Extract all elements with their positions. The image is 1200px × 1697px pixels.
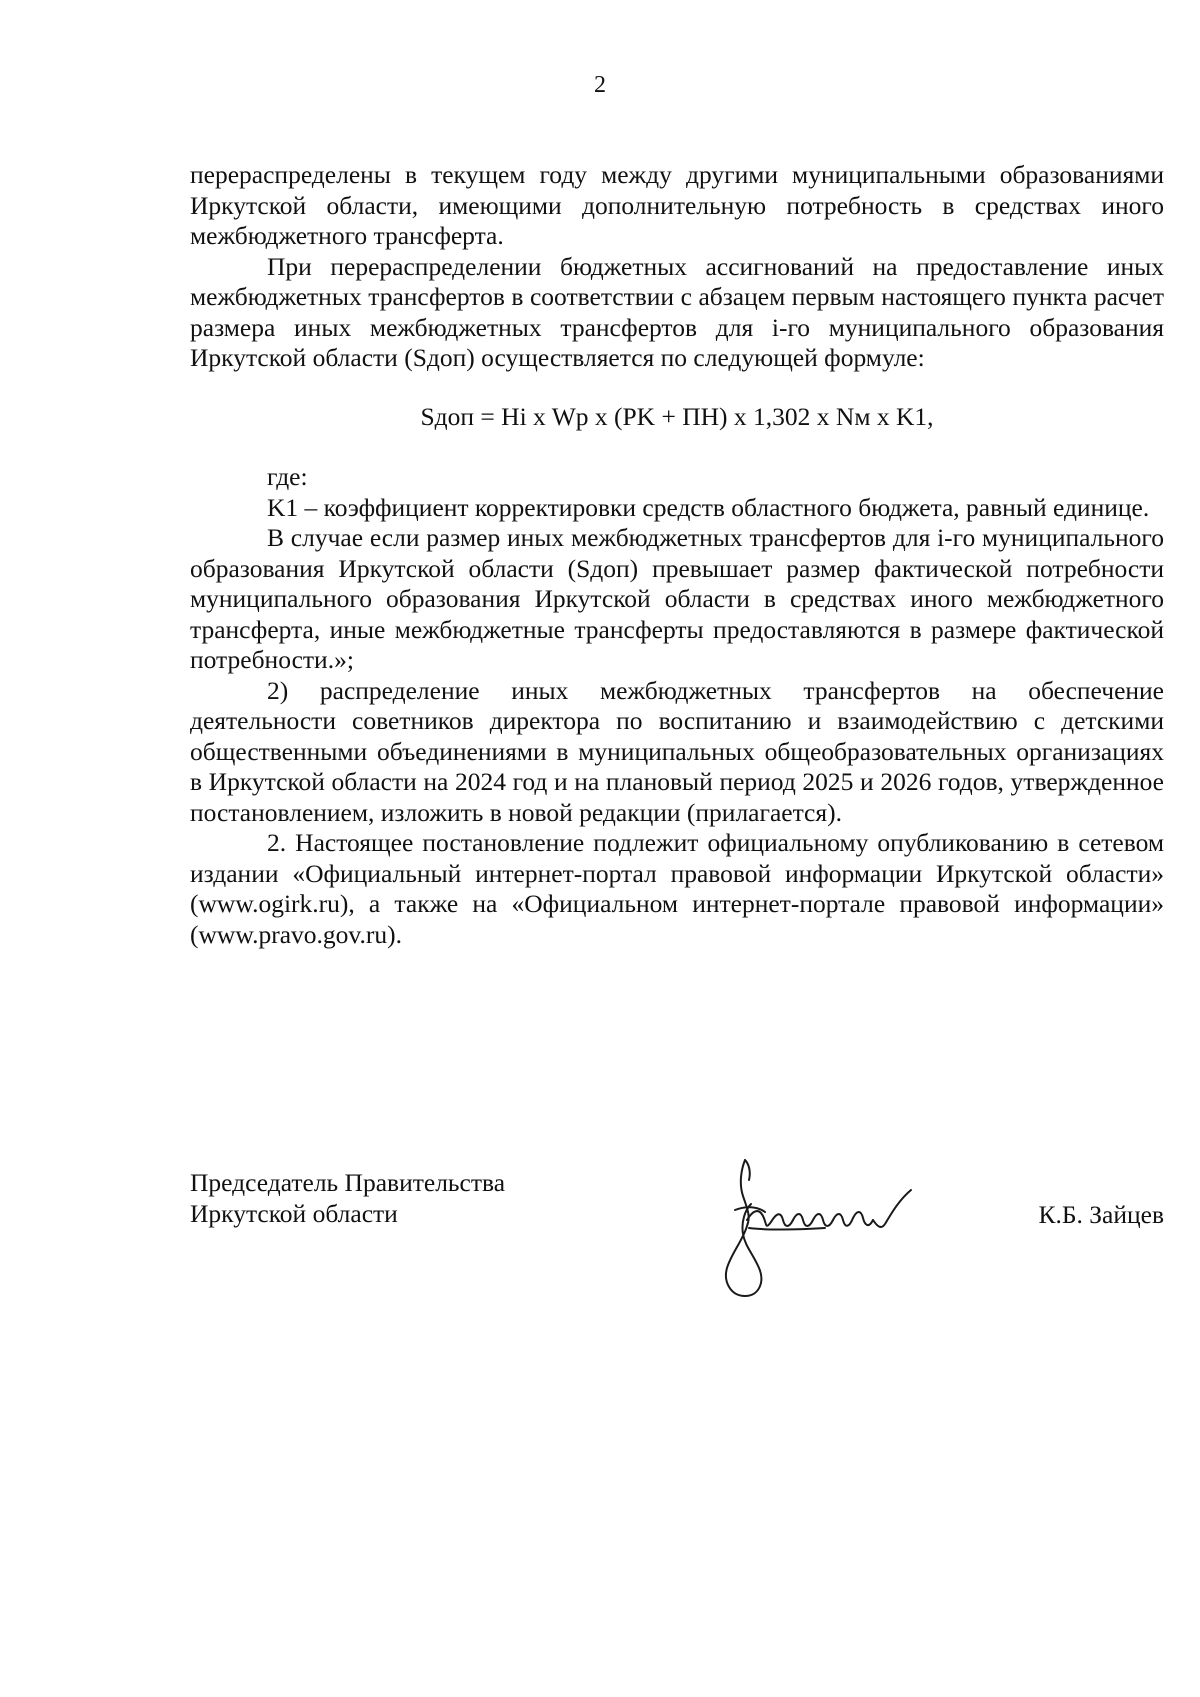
paragraph-continuation: перераспределены в текущем году между другими муниципальными образованиями Иркутской области, имеющими дополнительную потребность в средствах иного межбюджетного трансферта. xyxy=(190,160,1164,250)
paragraph-publication: 2. Настоящее постановление подлежит официальному опубликованию в сетевом издании «Официальный интернет-портал правовой информации Иркутской области» (www.ogirk.ru), а также на «Официальном интернет-портале правовой информации» (www.pravo.gov.ru). xyxy=(190,828,1164,949)
page-number: 2 xyxy=(594,72,606,98)
signer-name: К.Б. Зайцев xyxy=(1038,1200,1164,1229)
formula: Sдоп = Hi x Wp x (PK + ПН) x 1,302 x Nм x K1, xyxy=(420,401,934,431)
paragraph-excess-case: В случае если размер иных межбюджетных трансфертов для i-го муниципального образования Иркутской области (Sдоп) превышает размер фактической потребности муниципального образования Иркутской области в средствах иного межбюджетного трансферта, иные межбюджетные трансферты предоставляются в размере фактической потребности.»; xyxy=(190,523,1164,674)
paragraph-where: где: xyxy=(267,462,308,491)
paragraph-redistribution: При перераспределении бюджетных ассигнований на предоставление иных межбюджетных трансфертов в соответствии с абзацем первым настоящего пункта расчет размера иных межбюджетных трансфертов для i-го муниципального образования Иркутской области (Sдоп) осуществляется по следующей формуле: xyxy=(190,251,1164,372)
handwritten-signature-icon xyxy=(705,1150,935,1310)
signature-block xyxy=(190,1168,1164,1308)
signer-title-line-2: Иркутской области xyxy=(190,1198,398,1228)
signer-title xyxy=(190,1168,505,1229)
signer-title-line-1: Председатель Правительства xyxy=(190,1168,506,1197)
paragraph-item-2: 2) распределение иных межбюджетных трансфертов на обеспечение деятельности советников директора по воспитанию и взаимодействию с детскими общественными объединениями в муниципальных общеобразовательных организациях в Иркутской области на 2024 год и на плановый период 2025 и 2026 годов, утвержденное постановлением, изложить в новой редакции (прилагается). xyxy=(190,675,1164,827)
paragraph-k1-definition: K1 – коэффициент корректировки средств областного бюджета, равный единице. xyxy=(267,492,1150,522)
document-body xyxy=(190,160,1164,950)
